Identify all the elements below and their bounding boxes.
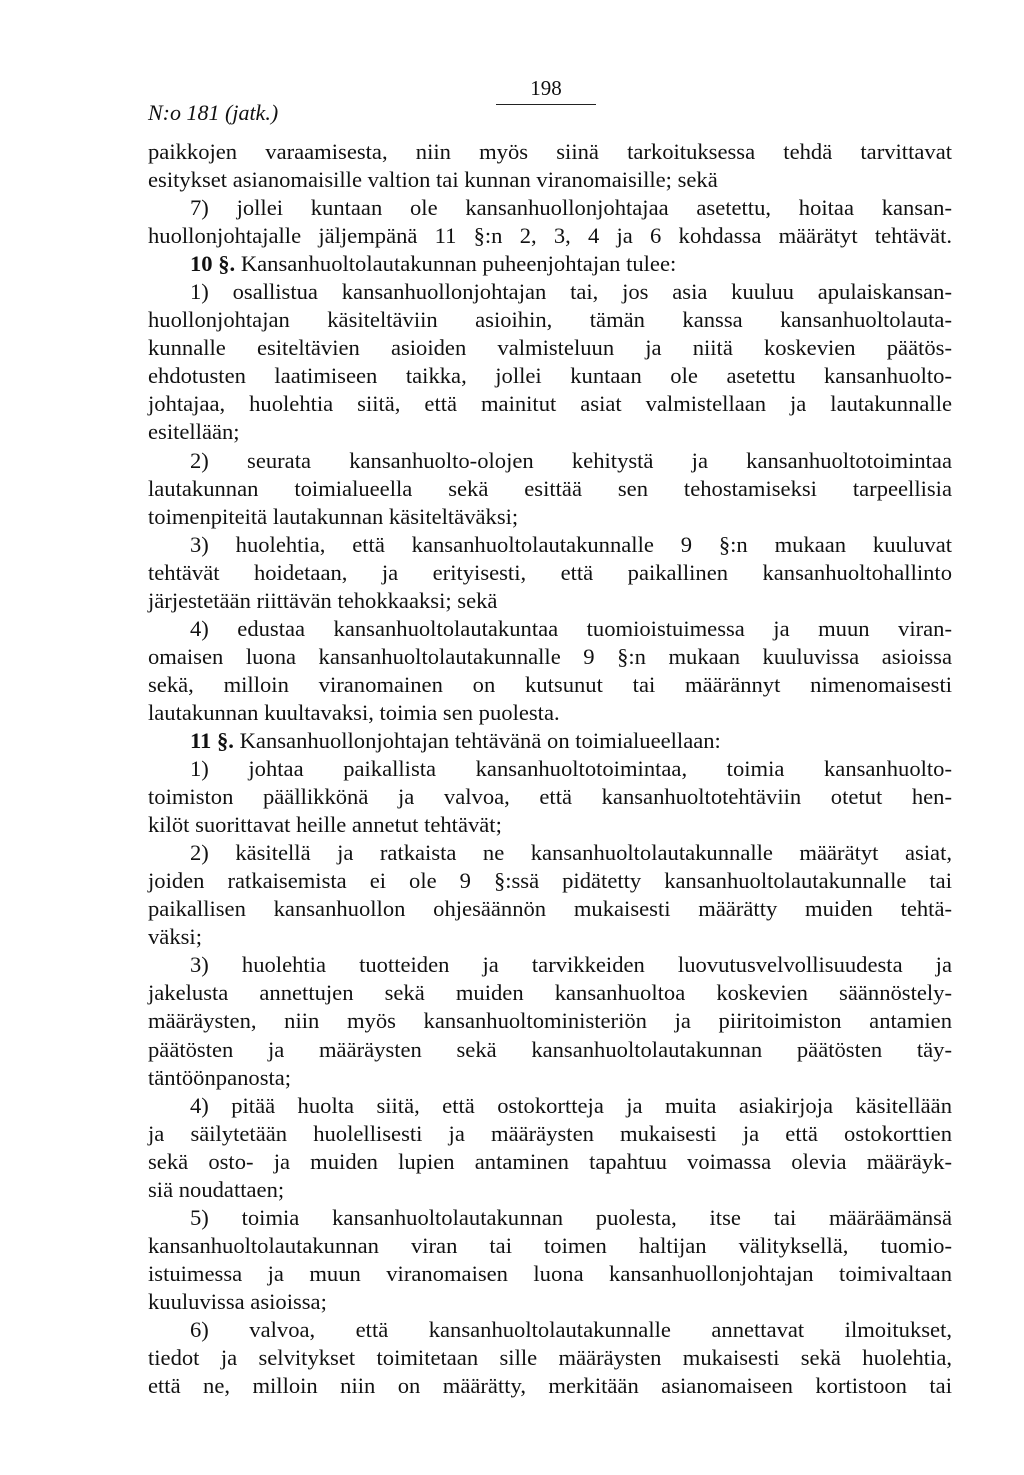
line-text: 7) jollei kuntaan ole kansanhuollonjohtajaa asetettu, hoitaa kansan- — [190, 195, 952, 221]
text-line — [148, 587, 952, 615]
line-text: 6) valvoa, että kansanhuoltolautakunnalle annettavat ilmoitukset, — [190, 1316, 952, 1342]
line-text: tiedot ja selvitykset toimitetaan sille määräysten mukaisesti sekä huolehtia, — [148, 1345, 952, 1371]
text-line — [148, 531, 952, 559]
line-text: ja säilytetään huolellisesti ja määräysten mukaisesti ja että ostokorttien — [148, 1120, 952, 1146]
text-line — [148, 503, 952, 531]
text-line — [148, 1372, 952, 1400]
line-text: huollonjohtajan käsiteltäviin asioihin, tämän kanssa kansanhuoltolauta- — [148, 307, 952, 333]
text-line — [148, 811, 952, 839]
line-text: kunnalle esiteltävien asioiden valmisteluun ja niitä koskevien päätös- — [148, 335, 952, 361]
text-line — [148, 1232, 952, 1260]
line-text: lautakunnan kuultavaksi, toimia sen puolesta. — [148, 699, 560, 725]
line-text: siä noudattaen; — [148, 1176, 285, 1202]
text-line — [148, 867, 952, 895]
line-text: 5) toimia kansanhuoltolautakunnan puolesta, itse tai määräämänsä — [190, 1204, 952, 1230]
text-line — [148, 250, 952, 278]
text-line — [148, 1316, 952, 1344]
line-text: johtajaa, huolehtia siitä, että mainitut asiat valmistellaan ja lautakunnalle — [148, 391, 952, 417]
text-line — [148, 1007, 952, 1035]
text-line — [148, 306, 952, 334]
line-text: jakelusta annettujen sekä muiden kansanhuoltoa koskevien säännöstely- — [148, 980, 952, 1006]
text-line — [148, 362, 952, 390]
line-text: huollonjohtajalle jäljempänä 11 §:n 2, 3, 4 ja 6 kohdassa määrätyt tehtävät. — [148, 223, 952, 249]
text-line — [148, 1120, 952, 1148]
line-text: lautakunnan toimialueella sekä esittää sen tehostamiseksi tarpeellisia — [148, 475, 952, 501]
text-line — [148, 1064, 952, 1092]
line-text: 1) johtaa paikallista kansanhuoltotoimintaa, toimia kansanhuolto- — [190, 756, 952, 782]
text-line — [148, 839, 952, 867]
line-text: sekä, milloin viranomainen on kutsunut tai määrännyt nimenomaisesti — [148, 671, 952, 697]
text-line — [148, 615, 952, 643]
text-line — [148, 1204, 952, 1232]
section-number: 11 §. — [190, 727, 234, 753]
text-line — [148, 278, 952, 306]
line-text: 2) seurata kansanhuolto-olojen kehitystä ja kansanhuoltotoimintaa — [190, 447, 952, 473]
text-line — [148, 699, 952, 727]
text-line — [148, 1148, 952, 1176]
text-line — [148, 334, 952, 362]
line-text: sekä osto- ja muiden lupien antaminen tapahtuu voimassa olevia määräyk- — [148, 1148, 952, 1174]
text-line — [148, 138, 952, 166]
line-text: paikallisen kansanhuollon ohjesäännön mukaisesti määrätty muiden tehtä- — [148, 896, 952, 922]
text-line — [148, 783, 952, 811]
line-text: kuuluvissa asioissa; — [148, 1288, 327, 1314]
line-text: täntöönpanosta; — [148, 1064, 292, 1090]
line-text: ehdotusten laatimiseen taikka, jollei kuntaan ole asetettu kansanhuolto- — [148, 363, 952, 389]
line-text: joiden ratkaisemista ei ole 9 §:ssä pidätetty kansanhuoltolautakunnalle tai — [148, 868, 952, 894]
text-line — [148, 1092, 952, 1120]
line-text: tehtävät hoidetaan, ja erityisesti, että paikallinen kansanhuoltohallinto — [148, 559, 952, 585]
line-text: päätösten ja määräysten sekä kansanhuoltolautakunnan päätösten täy- — [148, 1036, 952, 1062]
line-text: 2) käsitellä ja ratkaista ne kansanhuoltolautakunnalle määrätyt asiat, — [190, 840, 952, 866]
text-line — [148, 671, 952, 699]
text-line — [148, 755, 952, 783]
text-line — [148, 1260, 952, 1288]
text-line — [148, 166, 952, 194]
text-line — [148, 559, 952, 587]
text-line — [148, 727, 952, 755]
text-line — [148, 979, 952, 1007]
text-line — [148, 1344, 952, 1372]
text-line — [148, 923, 952, 951]
line-text: järjestetään riittävän tehokkaaksi; sekä — [148, 587, 498, 613]
line-text: kilöt suorittavat heille annetut tehtävät; — [148, 812, 502, 838]
text-line — [148, 194, 952, 222]
line-text: Kansanhuollonjohtajan tehtävänä on toimialueellaan: — [233, 727, 721, 753]
line-text: esitykset asianomaisille valtion tai kunnan viranomaisille; sekä — [148, 167, 718, 193]
text-line — [148, 1288, 952, 1316]
line-text: omaisen luona kansanhuoltolautakunnalle 9 §:n mukaan kuuluvissa asioissa — [148, 643, 952, 669]
line-text: Kansanhuoltolautakunnan puheenjohtajan tulee: — [235, 251, 677, 277]
line-text: 4) pitää huolta siitä, että ostokortteja ja muita asiakirjoja käsitellään — [190, 1092, 952, 1118]
text-line — [148, 643, 952, 671]
line-text: 4) edustaa kansanhuoltolautakuntaa tuomioistuimessa ja muun viran- — [190, 615, 952, 641]
text-line — [148, 447, 952, 475]
text-line — [148, 390, 952, 418]
line-text: toimiston päällikkönä ja valvoa, että kansanhuoltotehtäviin otetut hen- — [148, 784, 952, 810]
line-text: istuimessa ja muun viranomaisen luona kansanhuollonjohtajan toimivaltaan — [148, 1260, 952, 1286]
line-text: 3) huolehtia, että kansanhuoltolautakunnalle 9 §:n mukaan kuuluvat — [190, 531, 952, 557]
line-text: 1) osallistua kansanhuollonjohtajan tai, jos asia kuuluu apulaiskansan- — [190, 279, 952, 305]
line-text: kansanhuoltolautakunnan viran tai toimen haltijan välityksellä, tuomio- — [148, 1232, 952, 1258]
body-text — [148, 138, 952, 1400]
line-text: väksi; — [148, 924, 202, 950]
line-text: paikkojen varaamisesta, niin myös siinä tarkoituksessa tehdä tarvittavat — [148, 139, 952, 164]
text-line — [148, 222, 952, 250]
text-line — [148, 475, 952, 503]
line-text: esitellään; — [148, 419, 240, 445]
page-number: 198 — [496, 76, 596, 105]
text-line — [148, 895, 952, 923]
line-text: määräysten, niin myös kansanhuoltoministeriön ja piiritoimiston antamien — [148, 1008, 952, 1034]
section-number: 10 §. — [190, 251, 236, 277]
text-line — [148, 1036, 952, 1064]
line-text: toimenpiteitä lautakunnan käsiteltäväksi; — [148, 503, 519, 529]
text-line — [148, 951, 952, 979]
running-header: N:o 181 (jatk.) — [148, 100, 279, 125]
text-line — [148, 418, 952, 446]
text-line — [148, 1176, 952, 1204]
line-text: 3) huolehtia tuotteiden ja tarvikkeiden luovutusvelvollisuudesta ja — [190, 952, 952, 978]
line-text: että ne, milloin niin on määrätty, merkitään asianomaiseen kortistoon tai — [148, 1373, 952, 1399]
